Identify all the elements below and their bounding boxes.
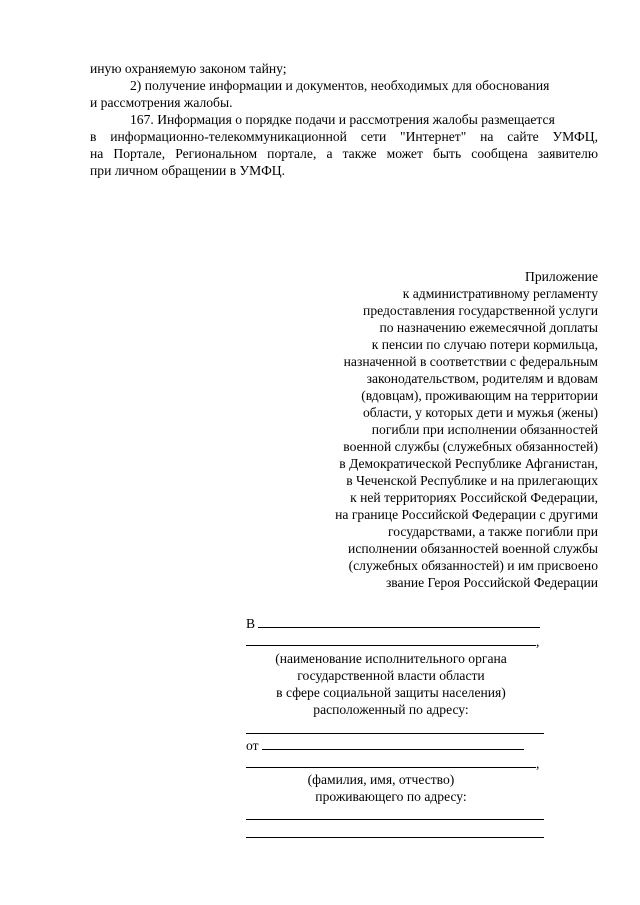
- appendix-line-11: военной службы (служебных обязанностей): [343, 439, 598, 454]
- body-line-7: при личном обращении в УМФЦ.: [90, 163, 286, 178]
- appendix-line-1: Приложение: [525, 269, 598, 284]
- appendix-line-2: к административному регламенту: [402, 286, 598, 301]
- to-prefix: В: [246, 616, 256, 631]
- org-address-blank[interactable]: [246, 733, 544, 734]
- to-field: [246, 615, 540, 632]
- org-caption-1: (наименование исполнительного органа: [275, 651, 507, 666]
- appendix-line-10: погибли при исполнении обязанностей: [371, 422, 598, 437]
- to-org-blank-2[interactable]: [246, 635, 536, 646]
- comma-2: ,: [536, 756, 540, 771]
- residing-label: проживающего по адресу:: [315, 789, 467, 804]
- appendix-line-18: (служебных обязанностей) и им присвоено: [348, 558, 598, 573]
- body-line-2: 2) получение информации и документов, необходимых для обоснования: [130, 78, 550, 93]
- appendix-line-5: к пенсии по случаю потери кормильца,: [371, 337, 598, 352]
- residence-address-blank-2[interactable]: [246, 837, 544, 838]
- residence-address-blank-1[interactable]: [246, 819, 544, 820]
- appendix-line-7: законодательством, родителям и вдовам: [366, 371, 598, 386]
- appendix-line-9: области, у которых дети и мужья (жены): [362, 405, 598, 420]
- appendix-line-4: по назначению ежемесячной доплаты: [379, 320, 598, 335]
- from-name-blank-2[interactable]: [246, 757, 536, 768]
- comma: ,: [536, 634, 540, 649]
- located-label: расположенный по адресу:: [313, 702, 469, 717]
- appendix-line-8: (вдовцам), проживающим на территории: [361, 388, 598, 403]
- body-line-3: и рассмотрения жалобы.: [90, 95, 233, 110]
- from-prefix: от: [246, 738, 259, 753]
- appendix-line-6: назначенной в соответствии с федеральным: [343, 354, 598, 369]
- body-line-5: в информационно-телекоммуникационной сети "Интернет" на сайте УМФЦ,: [90, 129, 598, 144]
- appendix-line-12: в Демократической Республике Афганистан,: [339, 456, 598, 471]
- body-line-4: 167. Информация о порядке подачи и рассмотрения жалобы размещается: [130, 112, 555, 127]
- appendix-line-14: к ней территориях Российской Федерации,: [350, 490, 598, 505]
- to-org-line-2: [246, 633, 539, 650]
- org-caption-3: в сфере социальной защиты населения): [276, 685, 506, 700]
- appendix-line-3: предоставления государственной услуги: [363, 303, 598, 318]
- from-field: [246, 737, 524, 754]
- to-org-blank[interactable]: [258, 617, 540, 628]
- appendix-line-19: звание Героя Российской Федерации: [385, 575, 598, 590]
- from-name-line-2: [246, 755, 539, 772]
- appendix-line-16: государствами, а также погибли при: [388, 524, 598, 539]
- appendix-line-13: в Чеченской Республике и на прилегающих: [346, 473, 598, 488]
- from-name-blank[interactable]: [262, 739, 524, 750]
- appendix-line-17: исполнении обязанностей военной службы: [348, 541, 598, 556]
- appendix-line-15: на границе Российской Федерации с другими: [335, 507, 598, 522]
- body-line-6: на Портале, Региональном портале, а также может быть сообщена заявителю: [90, 146, 598, 161]
- name-caption: (фамилия, имя, отчество): [307, 772, 455, 787]
- org-caption-2: государственной власти области: [297, 668, 485, 683]
- body-line-1: иную охраняемую законом тайну;: [90, 61, 287, 76]
